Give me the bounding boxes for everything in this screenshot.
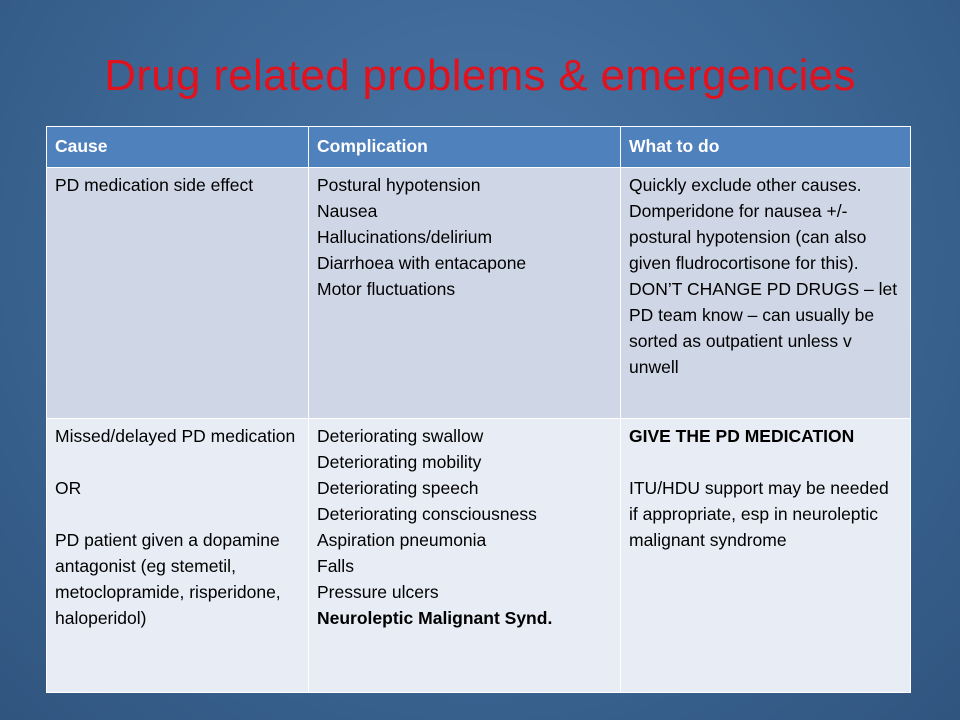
cause-text: PD medication side effect	[55, 175, 254, 195]
cause-text: OR	[55, 478, 82, 498]
action-text: ITU/HDU support may be needed if appropriate, esp in neuroleptic malignant syndrome	[629, 478, 889, 550]
drug-problems-table	[46, 126, 911, 693]
complication-cell	[309, 419, 621, 693]
action-heading: GIVE THE PD MEDICATION	[629, 426, 855, 446]
header-cause: Cause	[47, 127, 309, 168]
complication-item: Diarrhoea with entacapone	[317, 253, 527, 273]
table-header-row	[47, 127, 911, 168]
complication-item: Deteriorating mobility	[317, 452, 482, 472]
complication-item: Deteriorating consciousness	[317, 504, 537, 524]
complication-item: Deteriorating speech	[317, 478, 479, 498]
complication-item: Pressure ulcers	[317, 582, 439, 602]
complication-item: Deteriorating swallow	[317, 426, 484, 446]
slide-title: Drug related problems & emergencies	[104, 51, 856, 100]
header-what-to-do: What to do	[621, 127, 911, 168]
cause-cell	[47, 419, 309, 693]
action-cell	[621, 168, 911, 419]
complication-item: Postural hypotension	[317, 175, 481, 195]
table-row	[47, 168, 911, 419]
complication-item: Nausea	[317, 201, 378, 221]
complication-item: Falls	[317, 556, 354, 576]
cause-cell	[47, 168, 309, 419]
cause-text: Missed/delayed PD medication	[55, 426, 296, 446]
complication-item: Aspiration pneumonia	[317, 530, 487, 550]
action-text: Quickly exclude other causes. Domperidone for nausea +/- postural hypotension (can also given fludrocortisone for this). DON’T CHANGE PD DRUGS – let PD team know – can usually be sorted as outpatient unless v unwell	[629, 175, 898, 377]
complication-item: Motor fluctuations	[317, 279, 456, 299]
complication-item: Hallucinations/delirium	[317, 227, 493, 247]
complication-cell	[309, 168, 621, 419]
cause-text: PD patient given a dopamine antagonist (eg stemetil, metoclopramide, risperidone, haloperidol)	[55, 530, 281, 628]
table-row	[47, 419, 911, 693]
action-cell	[621, 419, 911, 693]
header-complication: Complication	[309, 127, 621, 168]
complication-item: Neuroleptic Malignant Synd.	[317, 608, 553, 628]
